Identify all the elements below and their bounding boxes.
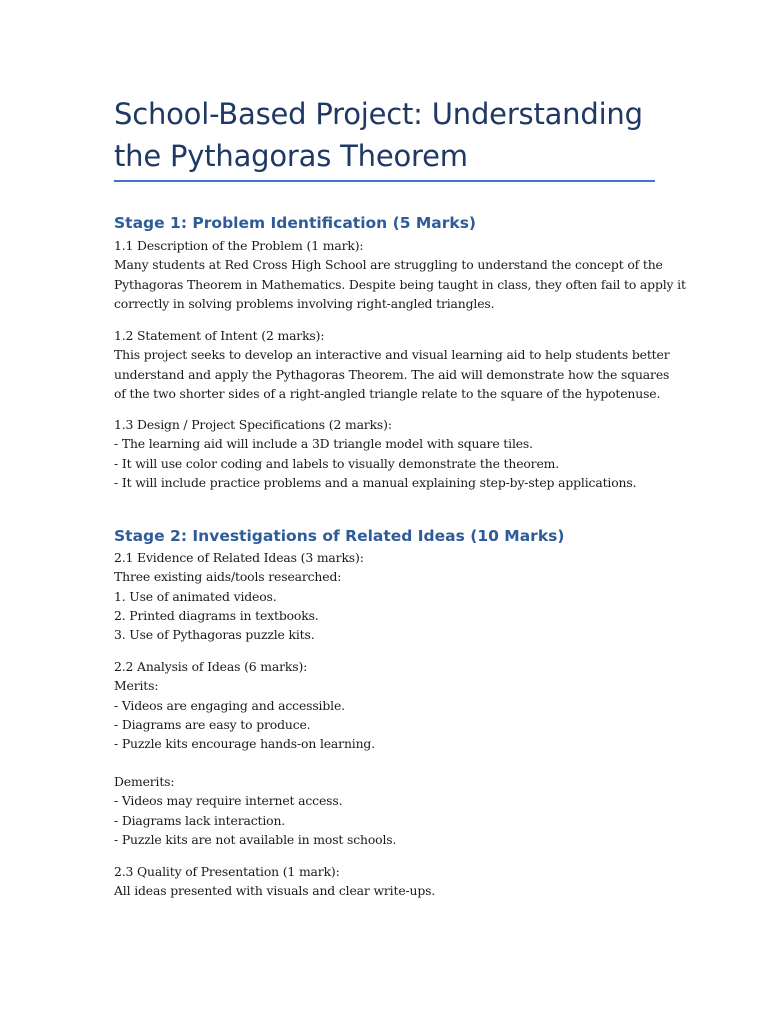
- paragraph-line: correctly in solving problems involving right-angled triangles.: [114, 295, 495, 311]
- stage-2-heading: Stage 2: Investigations of Related Ideas (10 Marks): [114, 527, 565, 545]
- list-item: - The learning aid will include a 3D triangle model with square tiles.: [114, 436, 533, 452]
- paragraph-line: Three existing aids/tools researched:: [114, 569, 342, 585]
- title-underline: [114, 180, 655, 182]
- paragraph-line: of the two shorter sides of a right-angled triangle relate to the square of the hypotenuse.: [114, 385, 661, 401]
- paragraph-line: This project seeks to develop an interactive and visual learning aid to help students better: [114, 347, 670, 363]
- section-1-1-label: 1.1 Description of the Problem (1 mark):: [114, 238, 364, 253]
- section-1-2-label: 1.2 Statement of Intent (2 marks):: [114, 328, 325, 343]
- list-item: - Diagrams lack interaction.: [114, 812, 286, 828]
- section-1-3-label: 1.3 Design / Project Specifications (2 marks):: [114, 417, 392, 432]
- list-item: 1. Use of animated videos.: [114, 588, 277, 604]
- paragraph-line: Many students at Red Cross High School are struggling to understand the concept of the: [114, 257, 663, 273]
- section-2-1-label: 2.1 Evidence of Related Ideas (3 marks):: [114, 550, 364, 565]
- list-item: - Puzzle kits are not available in most schools.: [114, 831, 397, 847]
- paragraph-line: understand and apply the Pythagoras Theorem. The aid will demonstrate how the squares: [114, 366, 670, 382]
- list-item: - It will include practice problems and a manual explaining step-by-step applications.: [114, 474, 637, 490]
- section-2-2-label: 2.2 Analysis of Ideas (6 marks):: [114, 659, 308, 674]
- section-2-3: [114, 862, 659, 901]
- document-title-line-2: the Pythagoras Theorem: [114, 139, 468, 173]
- list-item: 2. Printed diagrams in textbooks.: [114, 607, 319, 623]
- list-item: - Diagrams are easy to produce.: [114, 716, 311, 732]
- list-item: - Puzzle kits encourage hands-on learning.: [114, 736, 375, 752]
- section-2-3-label: 2.3 Quality of Presentation (1 mark):: [114, 864, 340, 879]
- paragraph-line: All ideas presented with visuals and clear write-ups.: [114, 883, 436, 899]
- section-2-2: [114, 657, 659, 753]
- demerits-label: Demerits:: [114, 774, 175, 789]
- document-title: [114, 93, 659, 177]
- section-1-1: [114, 236, 686, 313]
- document-title-line-1: School-Based Project: Understanding: [114, 97, 643, 131]
- merits-label: Merits:: [114, 678, 159, 694]
- section-2-1: [114, 548, 659, 644]
- section-2-2-demerits: [114, 772, 659, 849]
- list-item: - Videos may require internet access.: [114, 793, 343, 809]
- list-item: 3. Use of Pythagoras puzzle kits.: [114, 627, 315, 643]
- section-1-3: [114, 415, 659, 492]
- section-1-2: [114, 326, 670, 403]
- paragraph-line: Pythagoras Theorem in Mathematics. Despite being taught in class, they often fail to apply it: [114, 276, 686, 292]
- list-item: - It will use color coding and labels to visually demonstrate the theorem.: [114, 455, 560, 471]
- stage-1-heading: Stage 1: Problem Identification (5 Marks): [114, 214, 477, 232]
- list-item: - Videos are engaging and accessible.: [114, 697, 345, 713]
